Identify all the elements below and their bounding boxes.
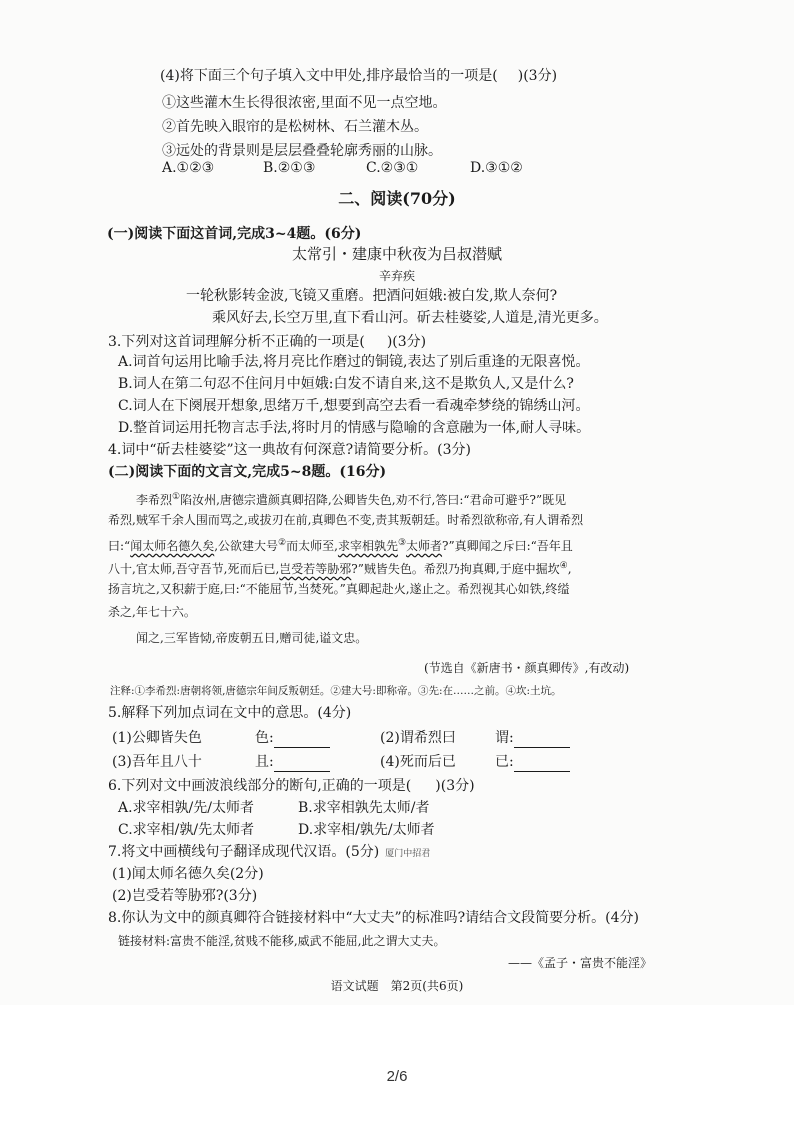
q5-item-2: (2)谓希烈曰 [380, 730, 456, 746]
q7-item-2: (2)岂受若等胁邪?(3分) [112, 888, 258, 904]
q7-item-1: (1)闻太师名德久矣(2分) [112, 866, 264, 882]
q5-item-3-answer[interactable]: 且: [255, 752, 330, 772]
q5-item-3: (3)吾年且八十 [112, 754, 202, 770]
part2-heading: (二)阅读下面的文言文,完成5~8题。(16分) [108, 464, 387, 480]
q3-option-b: B.词人在第二句忍不住问月中姮娥:白发不请自来,这不是欺负人,又是什么? [118, 376, 574, 392]
sentence-3: ③远处的背景则是层层叠叠轮廓秀丽的山脉。 [162, 143, 442, 159]
q6-option-d: D.求宰相/孰先/太师者 [298, 822, 435, 838]
q3-option-d: D.整首词运用托物言志手法,将时月的情感与隐喻的含意融为一体,耐人寻味。 [118, 420, 591, 436]
passage-line-3: 曰:“闻太师名德久矣,公欲建大号②而太师至,求宰相孰先③太师者?”真卿闻之斥曰:“吾年且 [108, 538, 573, 553]
page-footer: 语文试题 第2页(共6页) [330, 979, 464, 993]
sentence-1: ①这些灌木生长得很浓密,里面不见一点空地。 [162, 95, 447, 111]
underlined-sentence-2: 岂受若等胁邪 [279, 562, 352, 576]
poem-title: 太常引・建康中秋夜为吕叔潜赋 [291, 245, 502, 263]
section-title: 二、阅读(70分) [338, 189, 456, 208]
q5-item-4: (4)死而后已 [380, 754, 456, 770]
q5-item-1-answer[interactable]: 色: [255, 728, 330, 748]
q5-item-1: (1)公卿皆失色 [112, 730, 202, 746]
passage-line-1: 李希烈①陷汝州,唐德宗遣颜真卿招降,公卿皆失色,劝不行,答曰:“君命可避乎?”既见 [136, 492, 567, 507]
q5-item-2-answer[interactable]: 谓: [495, 728, 570, 748]
passage-line-5: 扬言坑之,又积薪于庭,曰:“不能屈节,当焚死。”真卿起赴火,遂止之。希烈视其心如铁,终缢 [108, 582, 570, 596]
footnotes: 注释:①李希烈:唐朝将领,唐德宗年间反叛朝廷。②建大号:即称帝。③先:在……之前。④坎:土坑。 [110, 685, 562, 697]
q4-prev-option-d: D.③①② [470, 160, 523, 176]
q3-option-a: A.词首句运用比喻手法,将月亮比作磨过的铜镜,表达了别后重逢的无限喜悦。 [118, 354, 590, 370]
passage-source: (节选自《新唐书・颜真卿传》,有改动) [424, 661, 630, 675]
passage-line-6: 杀之,年七十六。 [108, 605, 196, 619]
part1-heading: (一)阅读下面这首词,完成3~4题。(6分) [107, 226, 362, 242]
question-3: 3.下列对这首词理解分析不正确的一项是( )(3分) [108, 334, 427, 350]
q6-option-c: C.求宰相/孰/先太师者 [118, 822, 255, 838]
question-8: 8.你认为文中的颜真卿符合链接材料中“大丈夫”的标准吗?请结合文段简要分析。(4分) [108, 910, 640, 926]
question-4-prev-stem: (4)将下面三个句子填入文中甲处,排序最恰当的一项是( )(3分) [160, 68, 558, 84]
page-indicator: 2/6 [386, 1068, 408, 1085]
passage-line-4: 八十,官太师,吾守吾节,死而后已,岂受若等胁邪?”贼皆失色。希烈乃拘真卿,于庭中掘坎④, [108, 561, 572, 576]
underlined-sentence-1: 闻太师名德久矣 [130, 539, 215, 553]
q3-option-c: C.词人在下阕展开想象,思绪万千,想要到高空去看一看魂牵梦绕的锦绣山河。 [118, 398, 590, 414]
link-material: 链接材料:富贵不能淫,贫贱不能移,威武不能屈,此之谓大丈夫。 [118, 934, 446, 948]
watermark-text: 厦门中招君 [385, 849, 431, 859]
q4-prev-option-a: A.①②③ [162, 160, 215, 176]
q4-prev-option-c: C.②③① [366, 160, 419, 176]
question-5: 5.解释下列加点词在文中的意思。(4分) [108, 705, 352, 721]
question-4: 4.词中“斫去桂婆娑”这一典故有何深意?请简要分析。(3分) [108, 442, 472, 458]
q4-prev-option-b: B.②①③ [263, 160, 316, 176]
question-6: 6.下列对文中画波浪线部分的断句,正确的一项是( )(3分) [108, 778, 475, 794]
q5-item-4-answer[interactable]: 已: [495, 752, 570, 772]
q6-option-b: B.求宰相孰先太师/者 [298, 800, 430, 816]
passage-line-2: 希烈,贼军千余人围而骂之,或拔刃在前,真卿色不变,责其叛朝廷。时希烈欲称帝,有人谓希烈 [108, 513, 584, 527]
poem-author: 辛弃疾 [378, 269, 415, 283]
passage-line-7: 闻之,三军皆恸,帝废朝五日,赠司徒,谥文忠。 [136, 631, 368, 645]
q6-option-a: A.求宰相孰/先/太师者 [118, 800, 254, 816]
sentence-2: ②首先映入眼帘的是松树林、石兰灌木丛。 [162, 119, 428, 135]
wavy-phrase: 求宰相孰先 [337, 539, 398, 553]
poem-line-1: 一轮秋影转金波,飞镜又重磨。把酒问姮娥:被白发,欺人奈何? [186, 288, 558, 304]
poem-line-2: 乘风好去,长空万里,直下看山河。斫去桂婆娑,人道是,清光更多。 [212, 310, 608, 326]
question-7: 7.将文中画横线句子翻译成现代汉语。(5分) 厦门中招君 [108, 844, 431, 860]
link-source: ——《孟子・富贵不能淫》 [508, 956, 653, 970]
